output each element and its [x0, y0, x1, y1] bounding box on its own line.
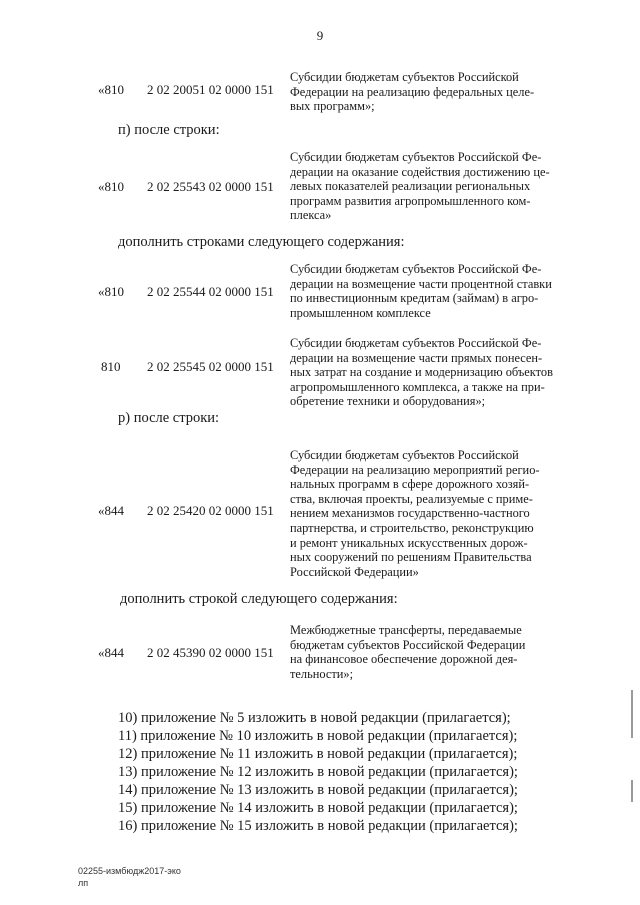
budget-classification-code: 2 02 25420 02 0000 151 — [147, 503, 274, 518]
description-line: дерации на оказание содействия достижению це- — [290, 164, 550, 179]
description-line: ства, включая проекты, реализуемые с приме- — [290, 491, 533, 506]
admin-code: «810 — [98, 284, 124, 299]
description-line: Федерации на реализацию федеральных целе- — [290, 84, 535, 99]
description-line: Субсидии бюджетам субъектов Российской Фе- — [290, 336, 542, 350]
entry-description — [290, 623, 553, 681]
description-line: вых программ»; — [290, 99, 375, 114]
amendment-item: 11) приложение № 10 изложить в новой редакции (прилагается); — [118, 728, 518, 744]
page-number: 9 — [316, 28, 324, 43]
description-line: Субсидии бюджетам субъектов Российской — [290, 70, 519, 84]
description-line: партнерства, и строительство, реконструкцию — [290, 520, 534, 535]
scan-edge-mark — [631, 690, 633, 738]
footer-file-code: 02255-измбюдж2017-эко — [78, 866, 181, 876]
description-line: бюджетам субъектов Российской Федерации — [290, 637, 526, 652]
amendment-item: 15) приложение № 14 изложить в новой редакции (прилагается); — [118, 800, 518, 816]
admin-code: «844 — [98, 645, 124, 660]
description-line: дерации на возмещение части прямых понесен- — [290, 350, 543, 365]
description-line: левых показателей реализации региональных — [290, 179, 531, 194]
description-line: плекса» — [290, 208, 332, 223]
description-line: нальных программ в сфере дорожного хозяй- — [290, 477, 530, 492]
entry-description — [290, 70, 553, 114]
entry-description — [290, 336, 553, 409]
description-line: по инвестиционным кредитам (займам) в агро- — [290, 291, 539, 306]
amendment-item: 14) приложение № 13 изложить в новой редакции (прилагается); — [118, 782, 518, 798]
instruction-after-line-p: п) после строки: — [118, 122, 220, 138]
description-line: нением механизмов государственно-частного — [290, 506, 530, 521]
description-line: Субсидии бюджетам субъектов Российской — [290, 448, 519, 462]
budget-classification-code: 2 02 45390 02 0000 151 — [147, 645, 274, 660]
amendment-item: 13) приложение № 12 изложить в новой редакции (прилагается); — [118, 764, 518, 780]
budget-classification-code: 2 02 25543 02 0000 151 — [147, 179, 274, 194]
entry-description — [290, 448, 553, 579]
admin-code: 810 — [101, 359, 121, 374]
description-line: и ремонт уникальных искусственных дорож- — [290, 535, 528, 550]
description-line: Субсидии бюджетам субъектов Российской Фе- — [290, 262, 542, 276]
admin-code: «810 — [98, 82, 124, 97]
description-line: на финансовое обеспечение дорожной дея- — [290, 652, 518, 667]
instruction-after-line-r: р) после строки: — [118, 410, 220, 426]
description-line: тельности»; — [290, 666, 354, 681]
budget-classification-code: 2 02 25545 02 0000 151 — [147, 359, 274, 374]
admin-code: «810 — [98, 179, 124, 194]
description-line: Межбюджетные трансферты, передаваемые — [290, 623, 522, 637]
entry-description — [290, 150, 553, 223]
footer-initials: лп — [78, 878, 89, 888]
description-line: Российской Федерации» — [290, 564, 419, 579]
amendment-item: 10) приложение № 5 изложить в новой редакции (прилагается); — [118, 710, 511, 726]
scan-edge-mark — [631, 780, 633, 802]
description-line: агропромышленного комплекса, а также на при- — [290, 379, 545, 394]
description-line: ных сооружений по решениям Правительства — [290, 550, 532, 565]
description-line: дерации на возмещение части процентной ставки — [290, 276, 552, 291]
entry-description — [290, 262, 553, 320]
amendment-item: 12) приложение № 11 изложить в новой редакции (прилагается); — [118, 746, 518, 762]
description-line: обретение техники и оборудования»; — [290, 394, 486, 409]
description-line: Субсидии бюджетам субъектов Российской Фе- — [290, 150, 542, 164]
instruction-supplement-lines: дополнить строками следующего содержания: — [118, 234, 405, 250]
instruction-supplement-line: дополнить строкой следующего содержания: — [120, 591, 398, 607]
description-line: программ развития агропромышленного ком- — [290, 193, 531, 208]
description-line: Федерации на реализацию мероприятий регио- — [290, 462, 540, 477]
admin-code: «844 — [98, 503, 124, 518]
budget-classification-code: 2 02 25544 02 0000 151 — [147, 284, 274, 299]
budget-classification-code: 2 02 20051 02 0000 151 — [147, 82, 274, 97]
description-line: ных затрат на создание и модернизацию объектов — [290, 365, 553, 380]
amendment-item: 16) приложение № 15 изложить в новой редакции (прилагается); — [118, 818, 518, 834]
description-line: промышленном комплексе — [290, 305, 431, 320]
